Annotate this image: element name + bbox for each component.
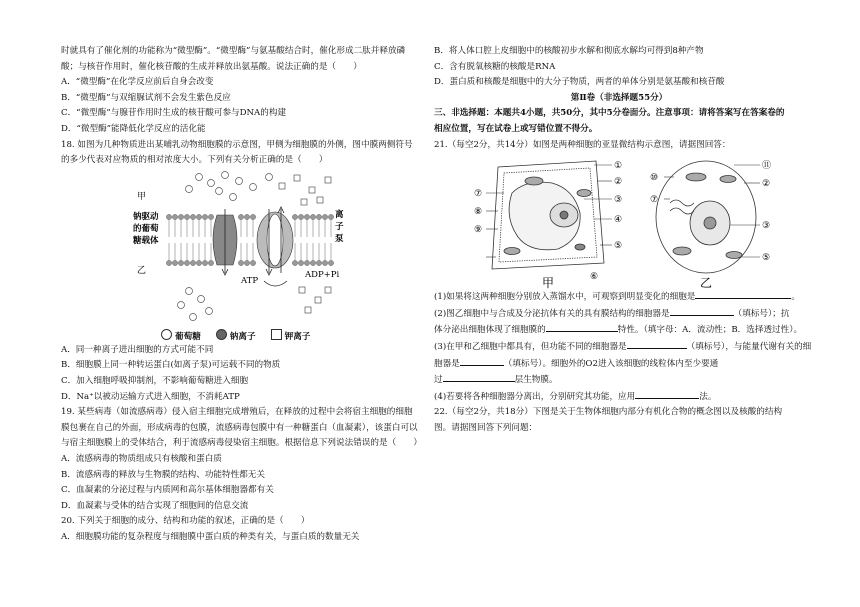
q18-stem-2: 的多少代表对应物质的相对浓度大小。下列有关分析正确的是（ ） <box>61 155 328 166</box>
q17-option-b: B．“微型酶”与双缩脲试剂不会发生紫色反应 <box>61 92 231 103</box>
q20-option-b: B．将人体口腔上皮细胞中的核酸初步水解和彻底水解均可得到8种产物 <box>434 46 704 56</box>
left-column <box>61 44 422 545</box>
svg-text:⑤: ⑤ <box>762 253 771 264</box>
q19-option-b: B．流感病毒的释放与生物膜的结构、功能特性都无关 <box>61 469 265 480</box>
carrier-label-1: 钠驱动 <box>133 211 159 222</box>
animal-cell <box>656 161 756 273</box>
svg-text:⑩: ⑩ <box>650 173 659 184</box>
section-title: 第Ⅱ卷（非选择题55分） <box>570 92 668 103</box>
legend-glucose: 葡萄糖 <box>175 331 201 342</box>
svg-text:⑤: ⑤ <box>614 241 623 252</box>
q19-option-d: D．血凝素与受体的结合实现了细胞间的信息交流 <box>61 500 249 511</box>
svg-text:③: ③ <box>614 195 623 206</box>
section-note-2: 相应位置，写在试卷上或写错位置不得分。 <box>434 123 598 134</box>
q17-option-c: C．“微型酶”与腺苷作用时生成的核苷酸可参与DNA的构建 <box>61 108 287 119</box>
svg-text:⑪: ⑪ <box>762 161 772 172</box>
q21-part-3c: 过 层生物膜。 <box>434 372 804 389</box>
q19-option-a: A．流感病毒的物质组成只有核酸和蛋白质 <box>61 453 222 464</box>
pump-label-1: 离 <box>335 209 344 220</box>
q20-option-a: A．细胞膜功能的复杂程度与细胞膜中蛋白质的种类有关，与蛋白质的数量无关 <box>61 531 360 542</box>
svg-text:①: ① <box>614 161 623 172</box>
carrier-label-3: 糖载体 <box>133 235 159 246</box>
section-note-1: 三、非选择题：本题共4小题，共50分，其中5分卷面分。注意事项：请将答案写在答案卷的 <box>434 108 785 119</box>
side-jia-label: 甲 <box>137 191 147 202</box>
q21-part-3: (3)在甲和乙细胞中都具有，但功能不同的细胞器是 （填标号），与能量代谢有关的细 <box>434 339 804 356</box>
q17-option-d: D．“微型酶”能降低化学反应的活化能 <box>61 123 206 134</box>
figure-legend <box>161 329 411 343</box>
q21-part-2b: 体分泌出细胞体现了细胞膜的 特性。（填字母：A．流动性；B．选择透过性）。 <box>434 322 804 339</box>
q21-stem: 21.（每空2分，共14分）如图是两种细胞的亚显微结构示意图，请据图回答： <box>434 139 731 150</box>
cell-structure-figure <box>434 153 804 289</box>
glucose-legend-icon <box>161 329 172 340</box>
phospholipid-bilayer <box>166 214 333 265</box>
q20-stem: 20. 下列关于细胞的成分、结构和功能的叙述，正确的是（ ） <box>61 516 310 527</box>
svg-text:⑧: ⑧ <box>474 207 483 218</box>
membrane-diagram <box>129 169 369 327</box>
outside-molecules <box>186 171 332 205</box>
q22-stem-2: 图。请据图回答下列问题： <box>434 422 538 433</box>
atp-label: ATP <box>241 275 259 286</box>
q19-stem-1: 19. 某些病毒（如流感病毒）侵入宿主细胞完成增殖后，在释放的过程中会将宿主细胞的细胞 <box>61 407 413 418</box>
svg-text:⑥: ⑥ <box>590 272 599 283</box>
q21-part-2: (2)图乙细胞中与合成及分泌抗体有关的具有膜结构的细胞器是 （填标号）；抗 <box>434 306 804 323</box>
svg-text:④: ④ <box>614 215 623 226</box>
q22-stem-1: 22.（每空2分，共18分）下图是关于生物体细胞内部分有机化合物的概念图以及核酸的结构 <box>434 407 783 418</box>
q18-option-d: D．Na⁺以被动运输方式进入细胞，不消耗ATP <box>61 391 240 402</box>
svg-text:⑨: ⑨ <box>474 225 483 236</box>
svg-text:⑦: ⑦ <box>650 195 659 206</box>
right-column <box>434 44 812 437</box>
q18-stem-1: 18. 如图为几种物质进出某哺乳动物细胞膜的示意图，甲侧为细胞膜的外侧，图中膜两侧符号 <box>61 139 413 150</box>
q20-option-d: D．蛋白质和核酸是细胞中的大分子物质，两者的单体分别是氨基酸和核苷酸 <box>434 77 725 88</box>
intro-line-1: 时就具有了催化剂的功能称为“微型酶”。“微型酶”与氨基酸结合时，催化形成二肽并释放磷 <box>61 46 406 56</box>
answer-blank-5[interactable] <box>460 356 504 366</box>
svg-text:③: ③ <box>762 221 771 232</box>
inside-molecules <box>178 287 332 321</box>
q21-part-1: (1)如果将这两种细胞分别放入蒸馏水中，可观察到明显变化的细胞是 。 <box>434 289 804 306</box>
q21-part-4: (4)若要将各种细胞器分离出，分别研究其功能，应用 法。 <box>434 389 804 406</box>
q19-stem-3: 与宿主细胞膜上的受体结合，利于流感病毒侵染宿主细胞。根据信息下列说法错误的是（ ） <box>61 438 422 449</box>
q18-option-c: C．加入细胞呼吸抑制剂，不影响葡萄糖进入细胞 <box>61 375 249 386</box>
q21-part-3b: 胞器是 （填标号）。细胞外的O2进入该细胞的线粒体内至少要通 <box>434 356 804 373</box>
potassium-legend-icon <box>271 329 282 340</box>
adp-label: ADP+Pi <box>305 269 340 280</box>
answer-blank-7[interactable] <box>635 389 699 399</box>
sodium-legend-icon <box>216 329 227 340</box>
cell-jia-label: 甲 <box>542 276 555 290</box>
q19-stem-2: 膜包裹在自己的外面，形成病毒的包膜，流感病毒包膜中有一种糖蛋白（血凝素），该蛋白可以 <box>61 422 418 433</box>
legend-na: 钠离子 <box>229 331 256 342</box>
pump-label-3: 泵 <box>335 233 344 244</box>
svg-text:②: ② <box>762 179 771 190</box>
answer-blank-2[interactable] <box>670 306 734 316</box>
cell-yi-label: 乙 <box>700 276 713 290</box>
svg-text:⑦: ⑦ <box>474 189 483 200</box>
membrane-transport-figure <box>129 169 411 329</box>
answer-blank-3[interactable] <box>546 322 618 332</box>
cell-diagram <box>434 153 804 289</box>
q19-option-c: C．血凝素的分泌过程与内质网和高尔基体细胞器都有关 <box>61 485 274 496</box>
answer-blank-1[interactable] <box>695 289 791 299</box>
answer-blank-4[interactable] <box>627 339 687 349</box>
q20-option-c: C．含有脱氧核糖的核酸是RNA <box>434 61 556 72</box>
q18-option-b: B．细胞膜上同一种转运蛋白(如离子泵)可运载不同的物质 <box>61 360 281 371</box>
legend-k: 钾离子 <box>284 331 311 342</box>
svg-text:②: ② <box>614 177 623 188</box>
side-yi-label: 乙 <box>137 265 147 276</box>
carrier-label-2: 的葡萄 <box>133 223 159 234</box>
answer-blank-6[interactable] <box>443 372 515 382</box>
q17-option-a: A．“微型酶”在化学反应前后自身会改变 <box>61 77 214 88</box>
q18-option-a: A．同一种离子进出细胞的方式可能不同 <box>61 344 214 355</box>
pump-label-2: 子 <box>335 221 344 232</box>
intro-line-2: 酸；与核苷作用时，催化核苷酸的生成并释放出氨基酸。说法正确的是（ ） <box>61 61 362 72</box>
plant-cell <box>492 161 604 269</box>
